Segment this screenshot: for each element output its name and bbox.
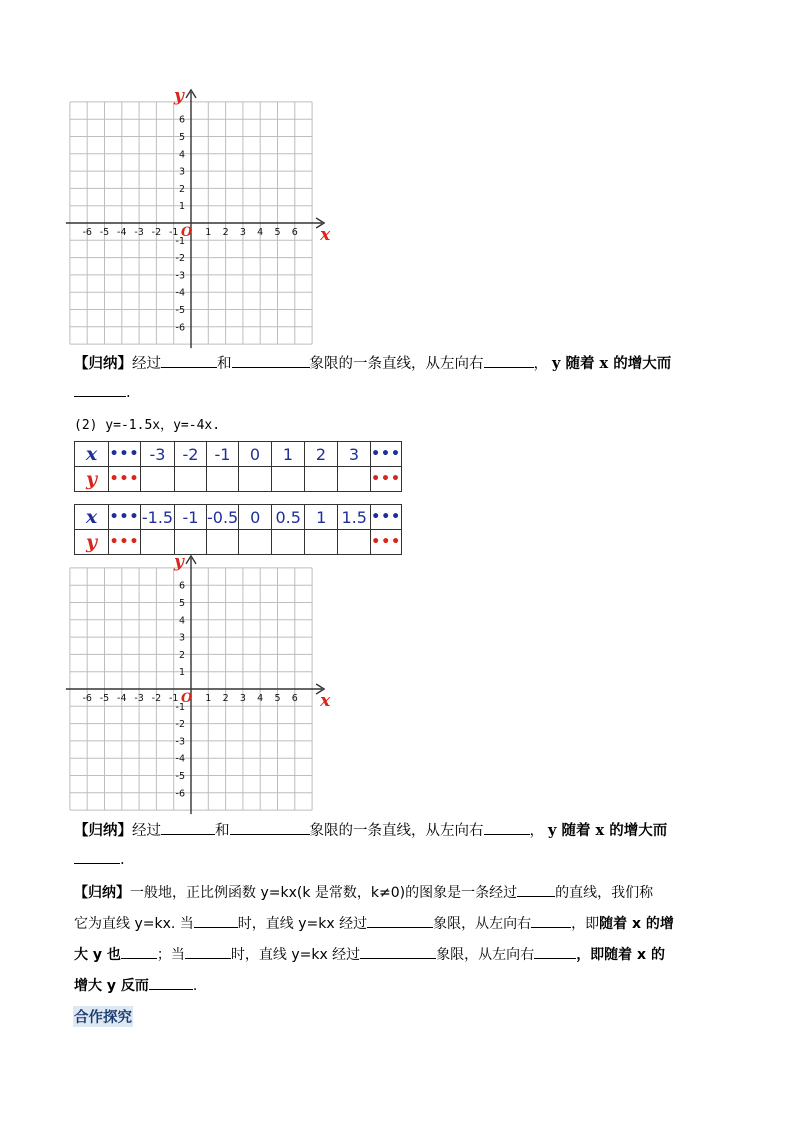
x-tick-label: 6: [291, 227, 298, 238]
x-axis-label: x: [320, 691, 331, 711]
y-tick-label: 6: [178, 580, 185, 592]
answer-cell[interactable]: [338, 467, 371, 492]
answer-cell[interactable]: [305, 467, 338, 492]
answer-blank[interactable]: [531, 913, 571, 928]
answer-cell[interactable]: [175, 467, 207, 492]
x-tick-label: 2: [222, 227, 229, 238]
summary-3-line-3: 大 y 也 ；当 时，直线 y=kx 经过 象限，从左向右 ，即随着 x 的: [74, 944, 665, 964]
y-tick-label: -4: [175, 753, 185, 765]
y-tick-label: -6: [175, 322, 185, 334]
summary-bracket: 【归纳】: [74, 885, 130, 901]
x-tick-label: -4: [117, 227, 127, 238]
x-tick-label: 5: [274, 227, 281, 238]
answer-blank[interactable]: [360, 944, 436, 959]
x-tick-label: -1: [168, 227, 179, 238]
answer-blank[interactable]: [74, 849, 120, 864]
y-row: y ••• •••: [75, 530, 402, 555]
y-tick-label: -3: [175, 736, 185, 748]
answer-cell[interactable]: [239, 467, 272, 492]
y-tick-label: 2: [178, 649, 185, 661]
y-tick-label: -5: [175, 771, 185, 782]
x-tick-label: -2: [151, 693, 162, 704]
answer-cell[interactable]: [305, 530, 338, 555]
x-tick-label: -4: [117, 693, 127, 704]
x-tick-label: 2: [222, 693, 229, 704]
y-tick-label: 5: [178, 598, 185, 609]
answer-blank[interactable]: [367, 913, 433, 928]
summary-3-line-1: 【归纳】一般地，正比例函数 y=kx(k 是常数，k≠0)的图象是一条经过 的直线，我们称: [74, 882, 653, 902]
answer-blank[interactable]: [232, 353, 310, 368]
answer-blank[interactable]: [230, 820, 310, 835]
answer-blank[interactable]: [484, 353, 534, 368]
part-2-header: (2) y=-1.5x，y=-4x.: [74, 418, 221, 433]
y-tick-label: 1: [178, 667, 185, 679]
y-tick-label: -5: [175, 305, 185, 316]
y-tick-label: 1: [178, 201, 185, 213]
y-tick-label: -3: [175, 270, 185, 282]
summary-1: 【归纳】经过 和 象限的一条直线，从左向右 ， y 随着 x 的增大而: [74, 355, 672, 372]
origin-label: O: [181, 225, 193, 240]
x-tick-label: 1: [205, 693, 212, 704]
y-tick-label: -6: [175, 788, 185, 800]
value-table-2: [74, 504, 402, 555]
y-row: y ••• •••: [75, 467, 402, 492]
answer-cell[interactable]: [141, 467, 175, 492]
x-tick-label: 6: [291, 693, 298, 704]
x-header: x: [75, 442, 109, 467]
x-tick-label: -1: [168, 693, 179, 704]
y-tick-label: 3: [178, 166, 185, 178]
y-header: y: [75, 467, 109, 492]
x-tick-label: -3: [134, 693, 144, 704]
x-tick-label: 1: [205, 227, 212, 238]
y-tick-label: -1: [175, 235, 185, 247]
y-tick-label: 6: [178, 114, 185, 126]
summary-bracket: 【归纳】: [74, 355, 132, 372]
y-tick-label: 2: [178, 183, 185, 195]
summary-3-line-2: 它为直线 y=kx. 当 时，直线 y=kx 经过 象限，从左向右 ，即随着 x 的增: [74, 913, 674, 933]
x-tick-label: -6: [82, 227, 92, 238]
answer-blank[interactable]: [161, 353, 217, 368]
x-tick-label: 3: [239, 227, 246, 238]
answer-blank[interactable]: [121, 944, 157, 959]
summary-2-cont: .: [74, 849, 125, 868]
y-header: y: [75, 530, 109, 555]
coordinate-grid-2: [70, 551, 331, 806]
y-tick-label: 4: [178, 615, 185, 627]
x-tick-label: -3: [134, 227, 144, 238]
summary-2: 【归纳】经过 和 象限的一条直线，从左向右 ， y 随着 x 的增大而: [74, 822, 668, 839]
answer-cell[interactable]: [338, 530, 371, 555]
answer-cell[interactable]: [141, 530, 175, 555]
coordinate-grid-1: [70, 85, 331, 340]
x-header: x: [75, 505, 109, 530]
x-row: x ••• -3 -2 -1 0 1 2 3 •••: [75, 442, 402, 467]
x-tick-label: 5: [274, 693, 281, 704]
y-tick-label: -4: [175, 287, 185, 299]
x-axis-label: x: [320, 225, 331, 245]
answer-cell[interactable]: [207, 530, 239, 555]
answer-blank[interactable]: [194, 913, 238, 928]
answer-blank[interactable]: [185, 944, 231, 959]
section-title: 合作探究: [73, 1006, 133, 1027]
answer-blank[interactable]: [534, 944, 576, 959]
y-tick-label: 5: [178, 132, 185, 143]
x-tick-label: -6: [82, 693, 92, 704]
answer-blank[interactable]: [149, 975, 193, 990]
summary-bracket: 【归纳】: [74, 822, 132, 839]
answer-cell[interactable]: [239, 530, 272, 555]
answer-blank[interactable]: [74, 382, 126, 397]
x-tick-label: 3: [239, 693, 246, 704]
x-tick-label: 4: [257, 227, 264, 238]
answer-cell[interactable]: [207, 467, 239, 492]
answer-blank[interactable]: [161, 820, 215, 835]
y-tick-label: -1: [175, 701, 185, 713]
x-row: x ••• -1.5 -1 -0.5 0 0.5 1 1.5 •••: [75, 505, 402, 530]
y-tick-label: 4: [178, 149, 185, 161]
answer-blank[interactable]: [484, 820, 530, 835]
y-axis-label: y: [174, 85, 184, 106]
y-axis-label: y: [174, 551, 184, 572]
summary-1-cont: .: [74, 382, 131, 401]
origin-label: O: [181, 691, 193, 706]
answer-cell[interactable]: [175, 530, 207, 555]
y-tick-label: -2: [175, 719, 185, 731]
value-table-1: [74, 441, 402, 492]
y-tick-label: 3: [178, 632, 185, 644]
answer-cell[interactable]: [272, 530, 305, 555]
x-tick-label: -5: [99, 227, 110, 238]
x-tick-label: -2: [151, 227, 162, 238]
answer-cell[interactable]: [272, 467, 305, 492]
x-tick-label: -5: [99, 693, 110, 704]
answer-blank[interactable]: [517, 882, 555, 897]
x-tick-label: 4: [257, 693, 264, 704]
y-tick-label: -2: [175, 253, 185, 265]
summary-3-line-4: 增大 y 反而 .: [74, 975, 197, 995]
